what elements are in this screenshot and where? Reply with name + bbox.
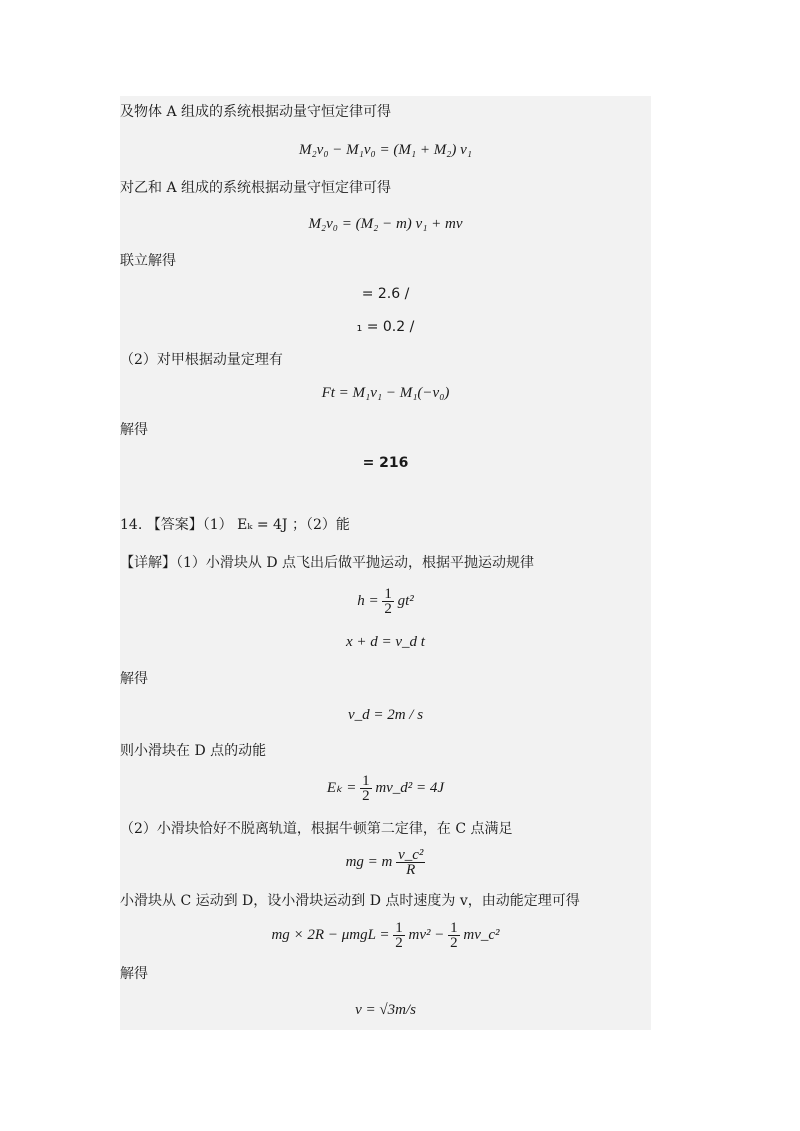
equation: = 216 — [362, 455, 409, 471]
denominator: 2 — [395, 935, 403, 951]
equation: M₂v₀ = (M₂ − m) v₁ + mv — [308, 216, 463, 232]
eq-part: mg × 2R − μmgL = — [271, 926, 390, 943]
eq-part: Eₖ = — [326, 779, 357, 796]
denominator: 2 — [362, 788, 370, 804]
answer-line: 14. 【答案】（1） Eₖ = 4J ；（2）能 — [120, 517, 350, 533]
text-line: （2）对甲根据动量定理有 — [120, 352, 283, 368]
fraction — [448, 921, 460, 950]
numerator: v_c² — [398, 847, 424, 863]
equation — [120, 848, 651, 877]
text-line: 对乙和 A 组成的系统根据动量守恒定律可得 — [120, 180, 392, 196]
equation — [120, 587, 651, 616]
equation: ₁ = 0.2 / — [356, 319, 415, 335]
eq-part: mg = m — [345, 853, 393, 870]
eq-part: mv_c² — [463, 926, 500, 943]
text-line: 联立解得 — [120, 253, 176, 269]
fraction — [393, 921, 405, 950]
text-line: 【详解】（1）小滑块从 D 点飞出后做平抛运动，根据平抛运动规律 — [120, 555, 535, 571]
text-line: 则小滑块在 D 点的动能 — [120, 743, 267, 759]
equation — [120, 774, 651, 803]
eq-part: mv² − — [408, 926, 445, 943]
fraction — [382, 587, 394, 616]
equation: v = √3m/s — [355, 1002, 416, 1018]
text-line: 解得 — [120, 671, 148, 687]
eq-part: gt² — [397, 592, 414, 609]
text-line: 及物体 A 组成的系统根据动量守恒定律可得 — [120, 104, 392, 120]
text-line: 解得 — [120, 966, 148, 982]
denominator: 2 — [384, 601, 392, 617]
text-line: 小滑块从 C 运动到 D，设小滑块运动到 D 点时速度为 v，由动能定理可得 — [120, 893, 580, 909]
eq-part: h = — [357, 592, 379, 609]
denominator: R — [406, 862, 416, 878]
equation: Ft = M₁v₁ − M₁(−v₀) — [321, 385, 450, 401]
equation: x + d = v_d t — [346, 634, 425, 650]
numerator: 1 — [395, 920, 403, 936]
eq-part: mv_d² = 4J — [375, 779, 445, 796]
equation: M₂v₀ − M₁v₀ = (M₁ + M₂) v₁ — [298, 142, 473, 158]
equation: = 2.6 / — [361, 286, 410, 302]
equation: v_d = 2m / s — [347, 707, 424, 723]
denominator: 2 — [450, 935, 458, 951]
numerator: 1 — [450, 920, 458, 936]
equation — [120, 921, 651, 950]
text-line: 解得 — [120, 422, 148, 438]
fraction — [360, 774, 372, 803]
numerator: 1 — [384, 586, 392, 602]
text-line: （2）小滑块恰好不脱离轨道，根据牛顿第二定律，在 C 点满足 — [120, 821, 513, 837]
numerator: 1 — [362, 773, 370, 789]
fraction — [396, 848, 425, 877]
